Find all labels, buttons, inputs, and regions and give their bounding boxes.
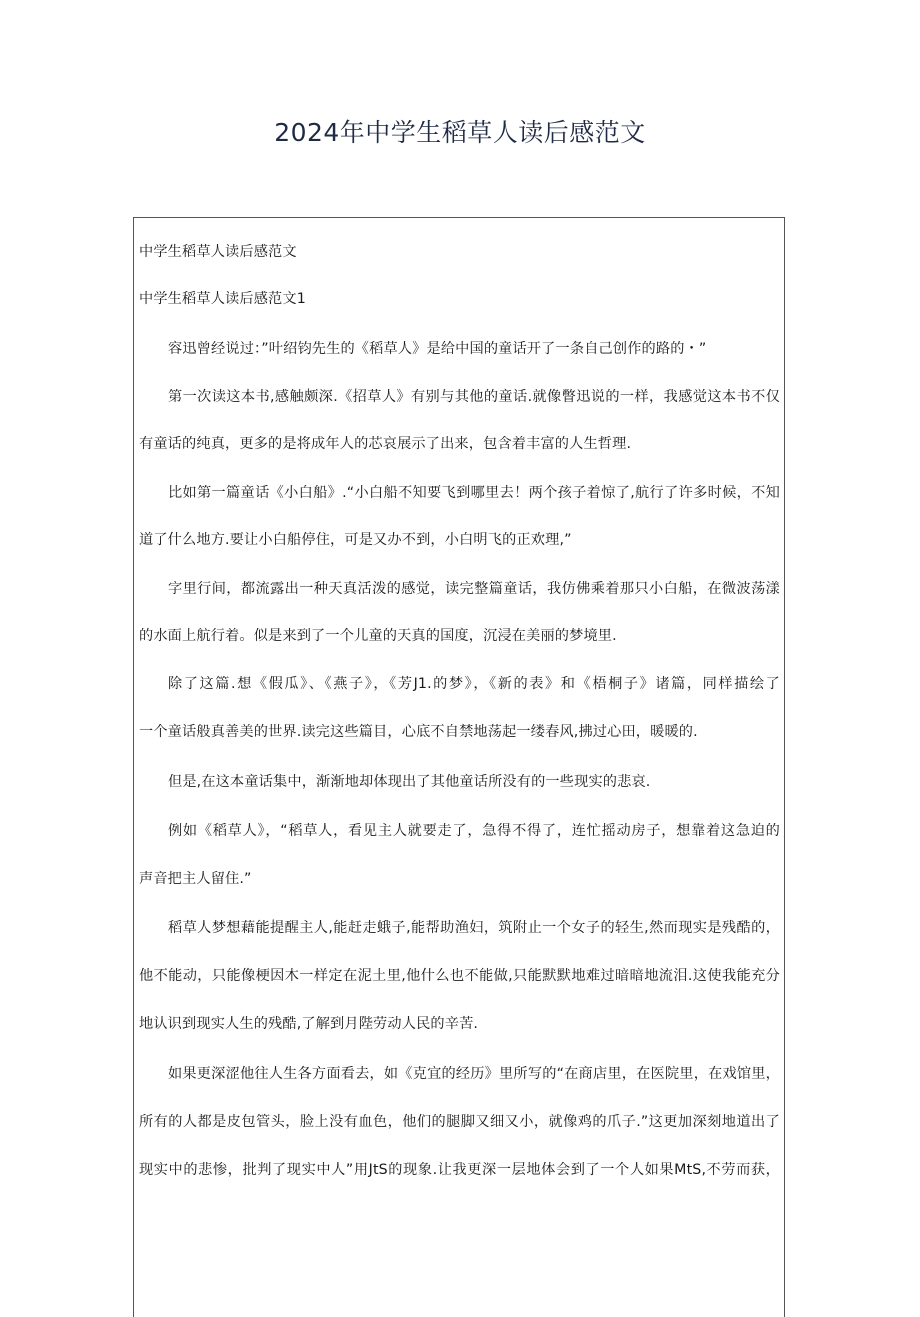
paragraph-line: 字里行间，都流露出一种天真活泼的感觉，读完整篇童话，我仿佛乘着那只小白船，在微波荡漾: [168, 581, 780, 597]
paragraph-line: 有童话的纯真，更多的是将成年人的芯哀展示了出来，包含着丰富的人生哲理.: [139, 436, 632, 452]
paragraph-line: 容迅曾经说过：”叶绍钧先生的《稻草人》是给中国的童话开了一条自己创作的路的・”: [168, 341, 707, 357]
paragraph-line: 现实中的悲惨，批判了现实中人”用JtS的现象.让我更深一层地体会到了一个人如果MtS,不劳而获，: [139, 1162, 780, 1178]
subsection-heading: 中学生稻草人读后感范文1: [139, 291, 306, 307]
paragraph-line: 比如第一篇童话《小白船》.“小白船不知要飞到哪里去！两个孩子着惊了,航行了许多时候，不知: [168, 485, 780, 501]
paragraph-line: 但是,在这本童话集中，渐渐地却体现出了其他童话所没有的一些现实的悲哀.: [168, 774, 651, 790]
paragraph-line: 声音把主人留住.”: [139, 871, 252, 887]
paragraph-line: 如果更深涩他往人生各方面看去，如《克宜的经历》里所写的“在商店里，在医院里，在戏馆里，: [168, 1066, 780, 1082]
paragraph-line: 除了这篇.想《假瓜》、《燕子》，《芳J1.的梦》，《新的表》和《梧桐子》诸篇，同样描绘了: [168, 676, 780, 692]
section-heading: 中学生稻草人读后感范文: [139, 244, 297, 260]
paragraph-line: 地认识到现实人生的残酷,了解到月陛劳动人民的辛苦.: [139, 1016, 479, 1032]
paragraph-line: 道了什么地方.要让小白船停住，可是又办不到，小白明飞的正欢理,”: [139, 532, 572, 548]
paragraph-line: 一个童话般真善美的世界.读完这些篇目，心底不自禁地荡起一缕春风,拂过心田，暖暖的.: [139, 724, 698, 740]
paragraph-line: 他不能动，只能像梗因木一样定在泥土里,他什么也不能做,只能默默地难过暗暗地流泪.这使我能充分: [139, 968, 780, 984]
document-body: [133, 217, 785, 1317]
paragraph-line: 所有的人都是皮包管头，脸上没有血色，他们的腿脚又细又小，就像鸡的爪子.”这更加深刻地道出了: [139, 1114, 780, 1130]
paragraph-line: 例如《稻草人》，“稻草人，看见主人就要走了，急得不得了，连忙摇动房子，想靠着这急迫的: [168, 823, 780, 839]
paragraph-line: 的水面上航行着。似是来到了一个儿童的天真的国度，沉浸在美丽的梦境里.: [139, 628, 617, 644]
document-title: 2024年中学生稻草人读后感范文: [274, 118, 646, 147]
paragraph-line: 第一次读这本书,感触颇深.《招草人》有别与其他的童话.就像瞥迅说的一样，我感觉这本书不仅: [168, 389, 780, 405]
paragraph-line: 稻草人梦想藉能提醒主人,能赶走蛾子,能帮助渔妇，筑附止一个女子的轻生,然而现实是残酷的，: [168, 920, 780, 936]
